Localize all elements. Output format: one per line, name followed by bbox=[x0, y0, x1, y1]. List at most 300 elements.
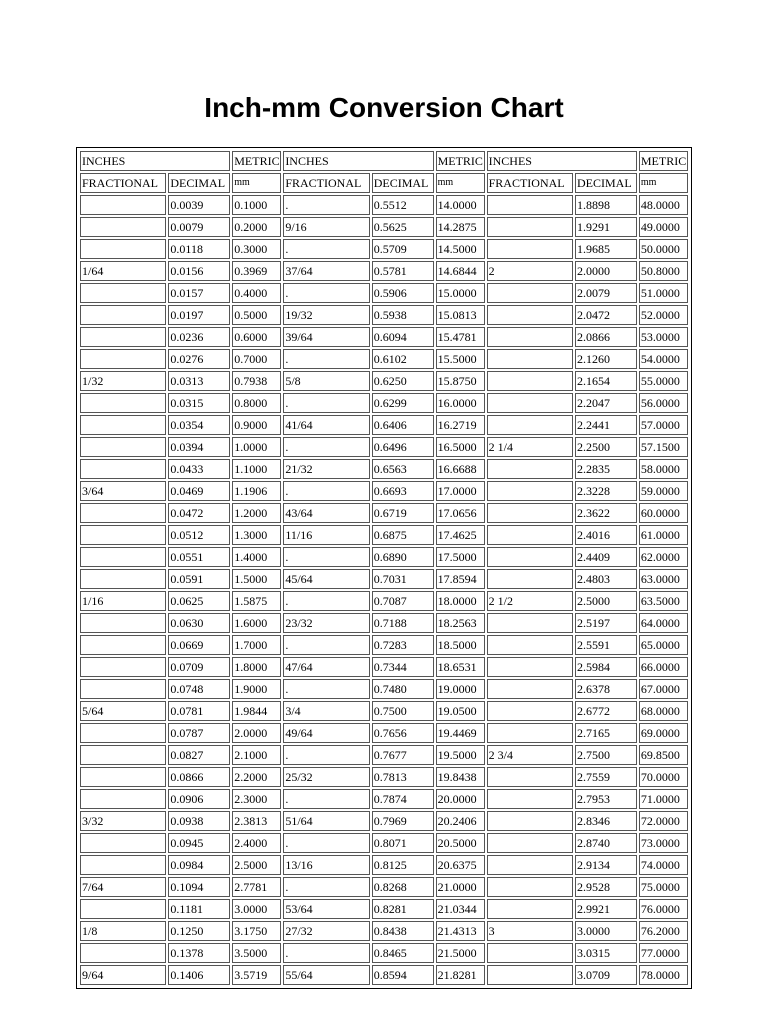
decimal-cell: 3.0000 bbox=[575, 921, 637, 941]
fractional-cell bbox=[487, 503, 573, 523]
fractional-cell bbox=[487, 679, 573, 699]
fractional-cell: 39/64 bbox=[283, 327, 369, 347]
decimal-cell: 0.1250 bbox=[168, 921, 230, 941]
fractional-cell: 1/8 bbox=[80, 921, 166, 941]
fractional-cell bbox=[487, 723, 573, 743]
fractional-cell bbox=[487, 239, 573, 259]
mm-cell: 2.1000 bbox=[232, 745, 281, 765]
decimal-cell: 0.5709 bbox=[372, 239, 434, 259]
fractional-cell: 47/64 bbox=[283, 657, 369, 677]
decimal-cell: 0.0433 bbox=[168, 459, 230, 479]
mm-cell: 54.0000 bbox=[639, 349, 688, 369]
mm-cell: 1.1000 bbox=[232, 459, 281, 479]
decimal-cell: 2.5591 bbox=[575, 635, 637, 655]
decimal-cell: 0.6890 bbox=[372, 547, 434, 567]
fractional-cell: . bbox=[283, 833, 369, 853]
decimal-cell: 2.4409 bbox=[575, 547, 637, 567]
table-row bbox=[80, 921, 688, 941]
fractional-cell: . bbox=[283, 195, 369, 215]
decimal-cell: 0.8465 bbox=[372, 943, 434, 963]
decimal-cell: 0.0938 bbox=[168, 811, 230, 831]
decimal-cell: 2.5197 bbox=[575, 613, 637, 633]
decimal-cell: 0.6299 bbox=[372, 393, 434, 413]
decimal-cell: 0.0079 bbox=[168, 217, 230, 237]
mm-cell: 60.0000 bbox=[639, 503, 688, 523]
fractional-cell bbox=[487, 195, 573, 215]
fractional-cell bbox=[80, 327, 166, 347]
table-row bbox=[80, 745, 688, 765]
decimal-cell: 0.0945 bbox=[168, 833, 230, 853]
mm-cell: 0.7000 bbox=[232, 349, 281, 369]
decimal-cell: 2.7559 bbox=[575, 767, 637, 787]
mm-cell: 0.7938 bbox=[232, 371, 281, 391]
decimal-cell: 0.0469 bbox=[168, 481, 230, 501]
mm-cell: 73.0000 bbox=[639, 833, 688, 853]
mm-cell: 3.0000 bbox=[232, 899, 281, 919]
fractional-cell: 3 bbox=[487, 921, 573, 941]
mm-cell: 21.8281 bbox=[436, 965, 485, 985]
decimal-cell: 0.6094 bbox=[372, 327, 434, 347]
mm-cell: 20.5000 bbox=[436, 833, 485, 853]
mm-cell: 55.0000 bbox=[639, 371, 688, 391]
fractional-cell bbox=[80, 569, 166, 589]
table-row bbox=[80, 261, 688, 281]
decimal-cell: 2.0472 bbox=[575, 305, 637, 325]
fractional-cell bbox=[80, 547, 166, 567]
decimal-cell: 3.0315 bbox=[575, 943, 637, 963]
decimal-cell: 0.7500 bbox=[372, 701, 434, 721]
decimal-cell: 0.7087 bbox=[372, 591, 434, 611]
mm-cell: 57.1500 bbox=[639, 437, 688, 457]
mm-cell: 21.5000 bbox=[436, 943, 485, 963]
conversion-table bbox=[78, 149, 690, 987]
mm-cell: 0.1000 bbox=[232, 195, 281, 215]
decimal-cell: 2.7165 bbox=[575, 723, 637, 743]
fractional-cell bbox=[80, 789, 166, 809]
conversion-table-frame bbox=[76, 147, 692, 989]
fractional-cell bbox=[487, 547, 573, 567]
group-header-metric: METRIC bbox=[639, 151, 688, 171]
mm-cell: 1.0000 bbox=[232, 437, 281, 457]
mm-cell: 19.5000 bbox=[436, 745, 485, 765]
decimal-cell: 2.4016 bbox=[575, 525, 637, 545]
fractional-cell: 5/64 bbox=[80, 701, 166, 721]
column-header-fractional: FRACTIONAL bbox=[283, 173, 369, 193]
group-header-metric: METRIC bbox=[232, 151, 281, 171]
column-header-row bbox=[80, 173, 688, 193]
fractional-cell: 25/32 bbox=[283, 767, 369, 787]
fractional-cell: 9/16 bbox=[283, 217, 369, 237]
decimal-cell: 2.7500 bbox=[575, 745, 637, 765]
table-row bbox=[80, 195, 688, 215]
group-header-row bbox=[80, 151, 688, 171]
decimal-cell: 2.1260 bbox=[575, 349, 637, 369]
decimal-cell: 0.6563 bbox=[372, 459, 434, 479]
decimal-cell: 2.8740 bbox=[575, 833, 637, 853]
mm-cell: 0.6000 bbox=[232, 327, 281, 347]
fractional-cell bbox=[80, 723, 166, 743]
mm-cell: 2.3813 bbox=[232, 811, 281, 831]
fractional-cell: . bbox=[283, 635, 369, 655]
mm-cell: 1.7000 bbox=[232, 635, 281, 655]
mm-cell: 50.8000 bbox=[639, 261, 688, 281]
fractional-cell: 1/16 bbox=[80, 591, 166, 611]
decimal-cell: 0.6719 bbox=[372, 503, 434, 523]
decimal-cell: 0.8438 bbox=[372, 921, 434, 941]
fractional-cell: . bbox=[283, 547, 369, 567]
mm-cell: 62.0000 bbox=[639, 547, 688, 567]
decimal-cell: 0.0827 bbox=[168, 745, 230, 765]
mm-cell: 14.0000 bbox=[436, 195, 485, 215]
mm-cell: 18.5000 bbox=[436, 635, 485, 655]
mm-cell: 2.2000 bbox=[232, 767, 281, 787]
mm-cell: 0.3000 bbox=[232, 239, 281, 259]
fractional-cell: 49/64 bbox=[283, 723, 369, 743]
decimal-cell: 2.4803 bbox=[575, 569, 637, 589]
fractional-cell: . bbox=[283, 745, 369, 765]
decimal-cell: 0.0512 bbox=[168, 525, 230, 545]
table-row bbox=[80, 613, 688, 633]
fractional-cell bbox=[80, 349, 166, 369]
mm-cell: 17.0656 bbox=[436, 503, 485, 523]
mm-cell: 19.0000 bbox=[436, 679, 485, 699]
decimal-cell: 0.7969 bbox=[372, 811, 434, 831]
mm-cell: 19.4469 bbox=[436, 723, 485, 743]
fractional-cell bbox=[80, 855, 166, 875]
fractional-cell: . bbox=[283, 789, 369, 809]
decimal-cell: 0.0781 bbox=[168, 701, 230, 721]
decimal-cell: 0.5625 bbox=[372, 217, 434, 237]
fractional-cell bbox=[487, 833, 573, 853]
decimal-cell: 0.0394 bbox=[168, 437, 230, 457]
decimal-cell: 1.9291 bbox=[575, 217, 637, 237]
decimal-cell: 0.0156 bbox=[168, 261, 230, 281]
fractional-cell bbox=[487, 459, 573, 479]
mm-cell: 52.0000 bbox=[639, 305, 688, 325]
mm-cell: 16.0000 bbox=[436, 393, 485, 413]
fractional-cell: 41/64 bbox=[283, 415, 369, 435]
mm-cell: 15.4781 bbox=[436, 327, 485, 347]
fractional-cell: . bbox=[283, 943, 369, 963]
fractional-cell bbox=[80, 239, 166, 259]
table-row bbox=[80, 569, 688, 589]
fractional-cell: 2 3/4 bbox=[487, 745, 573, 765]
fractional-cell: 19/32 bbox=[283, 305, 369, 325]
mm-cell: 1.5000 bbox=[232, 569, 281, 589]
table-row bbox=[80, 349, 688, 369]
mm-cell: 18.2563 bbox=[436, 613, 485, 633]
decimal-cell: 0.1181 bbox=[168, 899, 230, 919]
mm-cell: 20.0000 bbox=[436, 789, 485, 809]
fractional-cell: 1/32 bbox=[80, 371, 166, 391]
decimal-cell: 0.0787 bbox=[168, 723, 230, 743]
mm-cell: 3.5719 bbox=[232, 965, 281, 985]
decimal-cell: 0.8594 bbox=[372, 965, 434, 985]
fractional-cell bbox=[487, 481, 573, 501]
mm-cell: 65.0000 bbox=[639, 635, 688, 655]
mm-cell: 1.3000 bbox=[232, 525, 281, 545]
fractional-cell: . bbox=[283, 437, 369, 457]
column-header-fractional: FRACTIONAL bbox=[487, 173, 573, 193]
decimal-cell: 2.6772 bbox=[575, 701, 637, 721]
decimal-cell: 2.0079 bbox=[575, 283, 637, 303]
decimal-cell: 0.0472 bbox=[168, 503, 230, 523]
table-row bbox=[80, 217, 688, 237]
mm-cell: 15.5000 bbox=[436, 349, 485, 369]
decimal-cell: 0.0709 bbox=[168, 657, 230, 677]
table-row bbox=[80, 415, 688, 435]
decimal-cell: 0.1094 bbox=[168, 877, 230, 897]
mm-cell: 74.0000 bbox=[639, 855, 688, 875]
table-row bbox=[80, 635, 688, 655]
decimal-cell: 0.0630 bbox=[168, 613, 230, 633]
fractional-cell bbox=[80, 437, 166, 457]
table-row bbox=[80, 503, 688, 523]
mm-cell: 3.5000 bbox=[232, 943, 281, 963]
mm-cell: 20.2406 bbox=[436, 811, 485, 831]
decimal-cell: 0.0313 bbox=[168, 371, 230, 391]
fractional-cell bbox=[80, 503, 166, 523]
mm-cell: 19.0500 bbox=[436, 701, 485, 721]
mm-cell: 0.4000 bbox=[232, 283, 281, 303]
fractional-cell bbox=[487, 789, 573, 809]
fractional-cell bbox=[80, 635, 166, 655]
fractional-cell: . bbox=[283, 393, 369, 413]
decimal-cell: 0.0157 bbox=[168, 283, 230, 303]
table-row bbox=[80, 767, 688, 787]
fractional-cell bbox=[80, 305, 166, 325]
mm-cell: 16.5000 bbox=[436, 437, 485, 457]
fractional-cell: . bbox=[283, 481, 369, 501]
fractional-cell: 5/8 bbox=[283, 371, 369, 391]
mm-cell: 1.2000 bbox=[232, 503, 281, 523]
fractional-cell bbox=[80, 943, 166, 963]
decimal-cell: 0.6102 bbox=[372, 349, 434, 369]
fractional-cell bbox=[80, 525, 166, 545]
decimal-cell: 2.5000 bbox=[575, 591, 637, 611]
fractional-cell bbox=[487, 701, 573, 721]
fractional-cell: . bbox=[283, 349, 369, 369]
mm-cell: 63.5000 bbox=[639, 591, 688, 611]
mm-cell: 2.0000 bbox=[232, 723, 281, 743]
mm-cell: 76.0000 bbox=[639, 899, 688, 919]
fractional-cell bbox=[487, 767, 573, 787]
mm-cell: 56.0000 bbox=[639, 393, 688, 413]
mm-cell: 57.0000 bbox=[639, 415, 688, 435]
mm-cell: 1.6000 bbox=[232, 613, 281, 633]
table-row bbox=[80, 481, 688, 501]
mm-cell: 15.0000 bbox=[436, 283, 485, 303]
decimal-cell: 2.7953 bbox=[575, 789, 637, 809]
fractional-cell: . bbox=[283, 283, 369, 303]
mm-cell: 17.8594 bbox=[436, 569, 485, 589]
decimal-cell: 0.0906 bbox=[168, 789, 230, 809]
decimal-cell: 0.0039 bbox=[168, 195, 230, 215]
mm-cell: 19.8438 bbox=[436, 767, 485, 787]
decimal-cell: 2.0000 bbox=[575, 261, 637, 281]
table-row bbox=[80, 789, 688, 809]
group-header-inches: INCHES bbox=[487, 151, 637, 171]
mm-cell: 17.4625 bbox=[436, 525, 485, 545]
decimal-cell: 0.5781 bbox=[372, 261, 434, 281]
mm-cell: 14.6844 bbox=[436, 261, 485, 281]
decimal-cell: 0.7344 bbox=[372, 657, 434, 677]
mm-cell: 1.5875 bbox=[232, 591, 281, 611]
table-row bbox=[80, 657, 688, 677]
decimal-cell: 0.0748 bbox=[168, 679, 230, 699]
fractional-cell bbox=[487, 283, 573, 303]
mm-cell: 17.5000 bbox=[436, 547, 485, 567]
mm-cell: 66.0000 bbox=[639, 657, 688, 677]
decimal-cell: 0.5938 bbox=[372, 305, 434, 325]
fractional-cell bbox=[487, 525, 573, 545]
table-row bbox=[80, 701, 688, 721]
decimal-cell: 0.7188 bbox=[372, 613, 434, 633]
decimal-cell: 0.6496 bbox=[372, 437, 434, 457]
table-row bbox=[80, 965, 688, 985]
decimal-cell: 0.1378 bbox=[168, 943, 230, 963]
mm-cell: 68.0000 bbox=[639, 701, 688, 721]
table-row bbox=[80, 525, 688, 545]
fractional-cell bbox=[80, 657, 166, 677]
fractional-cell: 55/64 bbox=[283, 965, 369, 985]
fractional-cell: . bbox=[283, 239, 369, 259]
fractional-cell: 23/32 bbox=[283, 613, 369, 633]
fractional-cell: . bbox=[283, 877, 369, 897]
fractional-cell: 2 bbox=[487, 261, 573, 281]
decimal-cell: 0.8281 bbox=[372, 899, 434, 919]
fractional-cell bbox=[487, 635, 573, 655]
table-row bbox=[80, 591, 688, 611]
decimal-cell: 0.0197 bbox=[168, 305, 230, 325]
group-header-inches: INCHES bbox=[283, 151, 433, 171]
decimal-cell: 0.0315 bbox=[168, 393, 230, 413]
mm-cell: 49.0000 bbox=[639, 217, 688, 237]
fractional-cell: 1/64 bbox=[80, 261, 166, 281]
mm-cell: 3.1750 bbox=[232, 921, 281, 941]
decimal-cell: 0.6875 bbox=[372, 525, 434, 545]
mm-cell: 50.0000 bbox=[639, 239, 688, 259]
fractional-cell: 37/64 bbox=[283, 261, 369, 281]
decimal-cell: 0.5906 bbox=[372, 283, 434, 303]
table-row bbox=[80, 327, 688, 347]
fractional-cell: . bbox=[283, 679, 369, 699]
decimal-cell: 1.9685 bbox=[575, 239, 637, 259]
mm-cell: 16.6688 bbox=[436, 459, 485, 479]
decimal-cell: 3.0709 bbox=[575, 965, 637, 985]
fractional-cell bbox=[487, 217, 573, 237]
mm-cell: 14.5000 bbox=[436, 239, 485, 259]
decimal-cell: 2.3228 bbox=[575, 481, 637, 501]
mm-cell: 71.0000 bbox=[639, 789, 688, 809]
fractional-cell bbox=[487, 305, 573, 325]
fractional-cell bbox=[80, 393, 166, 413]
decimal-cell: 0.7677 bbox=[372, 745, 434, 765]
mm-cell: 67.0000 bbox=[639, 679, 688, 699]
fractional-cell: 2 1/4 bbox=[487, 437, 573, 457]
decimal-cell: 2.6378 bbox=[575, 679, 637, 699]
mm-cell: 72.0000 bbox=[639, 811, 688, 831]
mm-cell: 69.8500 bbox=[639, 745, 688, 765]
group-header-inches: INCHES bbox=[80, 151, 230, 171]
mm-cell: 18.6531 bbox=[436, 657, 485, 677]
decimal-cell: 0.7874 bbox=[372, 789, 434, 809]
table-row bbox=[80, 855, 688, 875]
decimal-cell: 0.7813 bbox=[372, 767, 434, 787]
fractional-cell: 3/32 bbox=[80, 811, 166, 831]
table-row bbox=[80, 459, 688, 479]
mm-cell: 0.2000 bbox=[232, 217, 281, 237]
fractional-cell bbox=[80, 283, 166, 303]
decimal-cell: 2.9528 bbox=[575, 877, 637, 897]
page-title: Inch-mm Conversion Chart bbox=[204, 92, 564, 123]
column-header-decimal: DECIMAL bbox=[575, 173, 637, 193]
mm-cell: 59.0000 bbox=[639, 481, 688, 501]
fractional-cell bbox=[487, 899, 573, 919]
decimal-cell: 2.0866 bbox=[575, 327, 637, 347]
column-header-decimal: DECIMAL bbox=[168, 173, 230, 193]
fractional-cell bbox=[80, 195, 166, 215]
table-row bbox=[80, 811, 688, 831]
table-row bbox=[80, 239, 688, 259]
decimal-cell: 2.8346 bbox=[575, 811, 637, 831]
fractional-cell bbox=[80, 679, 166, 699]
table-row bbox=[80, 305, 688, 325]
decimal-cell: 0.7480 bbox=[372, 679, 434, 699]
table-row bbox=[80, 371, 688, 391]
fractional-cell: 2 1/2 bbox=[487, 591, 573, 611]
decimal-cell: 0.0276 bbox=[168, 349, 230, 369]
mm-cell: 69.0000 bbox=[639, 723, 688, 743]
fractional-cell: 3/64 bbox=[80, 481, 166, 501]
decimal-cell: 0.8125 bbox=[372, 855, 434, 875]
mm-cell: 14.2875 bbox=[436, 217, 485, 237]
decimal-cell: 2.3622 bbox=[575, 503, 637, 523]
decimal-cell: 0.8268 bbox=[372, 877, 434, 897]
fractional-cell: 53/64 bbox=[283, 899, 369, 919]
mm-cell: 48.0000 bbox=[639, 195, 688, 215]
fractional-cell bbox=[487, 349, 573, 369]
mm-cell: 64.0000 bbox=[639, 613, 688, 633]
table-row bbox=[80, 877, 688, 897]
decimal-cell: 2.5984 bbox=[575, 657, 637, 677]
mm-cell: 15.0813 bbox=[436, 305, 485, 325]
mm-cell: 0.5000 bbox=[232, 305, 281, 325]
fractional-cell bbox=[80, 459, 166, 479]
mm-cell: 21.0344 bbox=[436, 899, 485, 919]
mm-cell: 1.1906 bbox=[232, 481, 281, 501]
column-header-mm: mm bbox=[436, 173, 485, 193]
column-header-fractional: FRACTIONAL bbox=[80, 173, 166, 193]
mm-cell: 20.6375 bbox=[436, 855, 485, 875]
mm-cell: 0.8000 bbox=[232, 393, 281, 413]
decimal-cell: 2.9134 bbox=[575, 855, 637, 875]
fractional-cell: 7/64 bbox=[80, 877, 166, 897]
decimal-cell: 0.6693 bbox=[372, 481, 434, 501]
decimal-cell: 0.0866 bbox=[168, 767, 230, 787]
fractional-cell bbox=[80, 217, 166, 237]
fractional-cell bbox=[487, 855, 573, 875]
decimal-cell: 0.1406 bbox=[168, 965, 230, 985]
decimal-cell: 1.8898 bbox=[575, 195, 637, 215]
mm-cell: 77.0000 bbox=[639, 943, 688, 963]
fractional-cell: 3/4 bbox=[283, 701, 369, 721]
column-header-mm: mm bbox=[232, 173, 281, 193]
table-row bbox=[80, 723, 688, 743]
decimal-cell: 0.0984 bbox=[168, 855, 230, 875]
decimal-cell: 0.6250 bbox=[372, 371, 434, 391]
mm-cell: 0.3969 bbox=[232, 261, 281, 281]
